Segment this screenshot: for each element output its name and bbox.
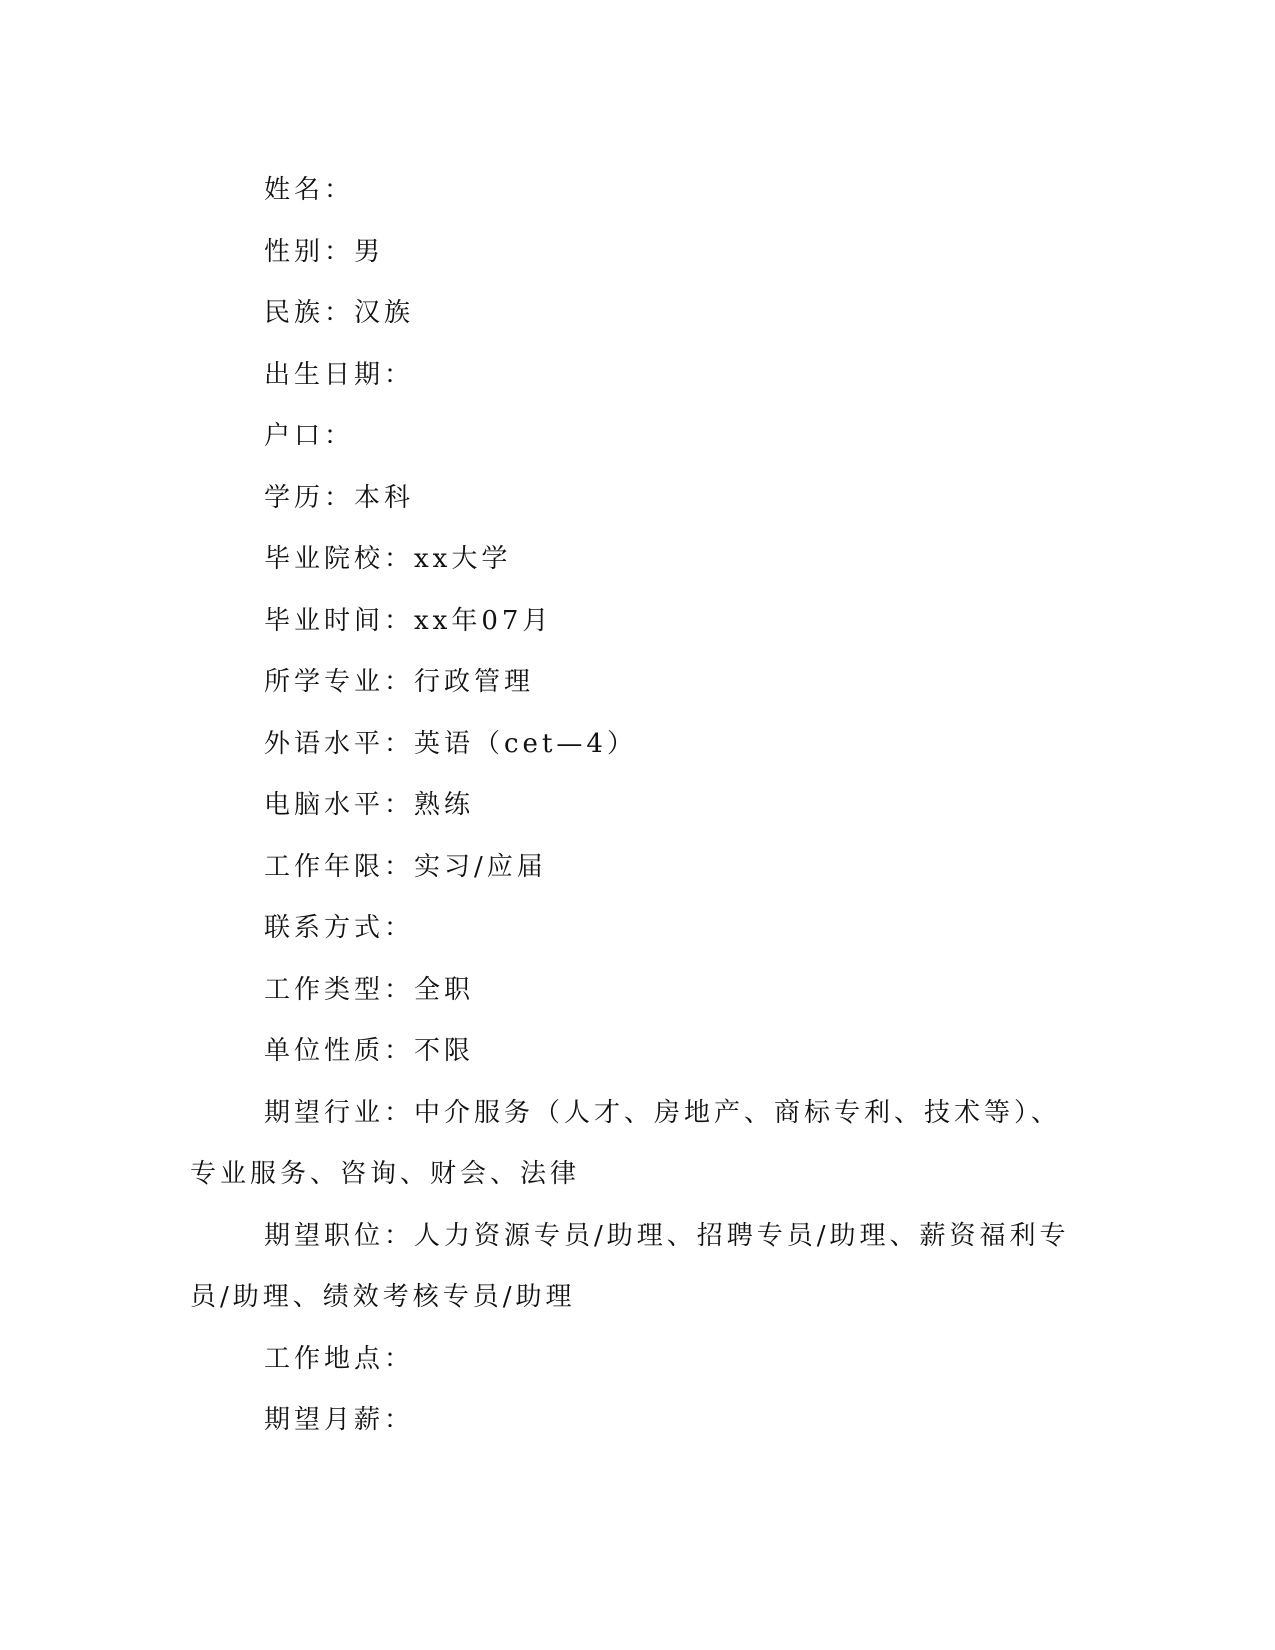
field-job-type: 工作类型：全职: [264, 974, 475, 1005]
field-work-experience: 工作年限：实习/应届: [264, 851, 547, 882]
field-expected-salary: 期望月薪：: [264, 1405, 415, 1435]
field-graduation-date: 毕业时间：xx年07月: [264, 605, 553, 636]
field-expected-industry: 期望行业：中介服务（人才、房地产、商标专利、技术等）、专业服务、咨询、财会、法律: [190, 1097, 1062, 1189]
field-household-registration: 户口：: [264, 421, 355, 451]
field-major: 所学专业：行政管理: [264, 667, 535, 697]
field-employer-type: 单位性质：不限: [264, 1036, 475, 1066]
field-birth-date: 出生日期：: [264, 359, 415, 390]
field-expected-position: 期望职位：人力资源专员/助理、招聘专员/助理、薪资福利专员/助理、绩效考核专员/助理: [190, 1220, 1070, 1312]
field-foreign-language: 外语水平：英语（cet—4）: [264, 728, 637, 759]
field-ethnicity: 民族：汉族: [264, 298, 415, 328]
field-computer-skills: 电脑水平：熟练: [264, 790, 475, 820]
field-work-location: 工作地点：: [264, 1343, 415, 1374]
field-name: 姓名：: [264, 175, 355, 205]
field-education: 学历：本科: [264, 482, 415, 513]
field-contact: 联系方式：: [264, 913, 415, 943]
resume-body: [190, 160, 1080, 1452]
field-gender: 性别：男: [264, 236, 385, 267]
field-graduate-school: 毕业院校：xx大学: [264, 544, 512, 574]
